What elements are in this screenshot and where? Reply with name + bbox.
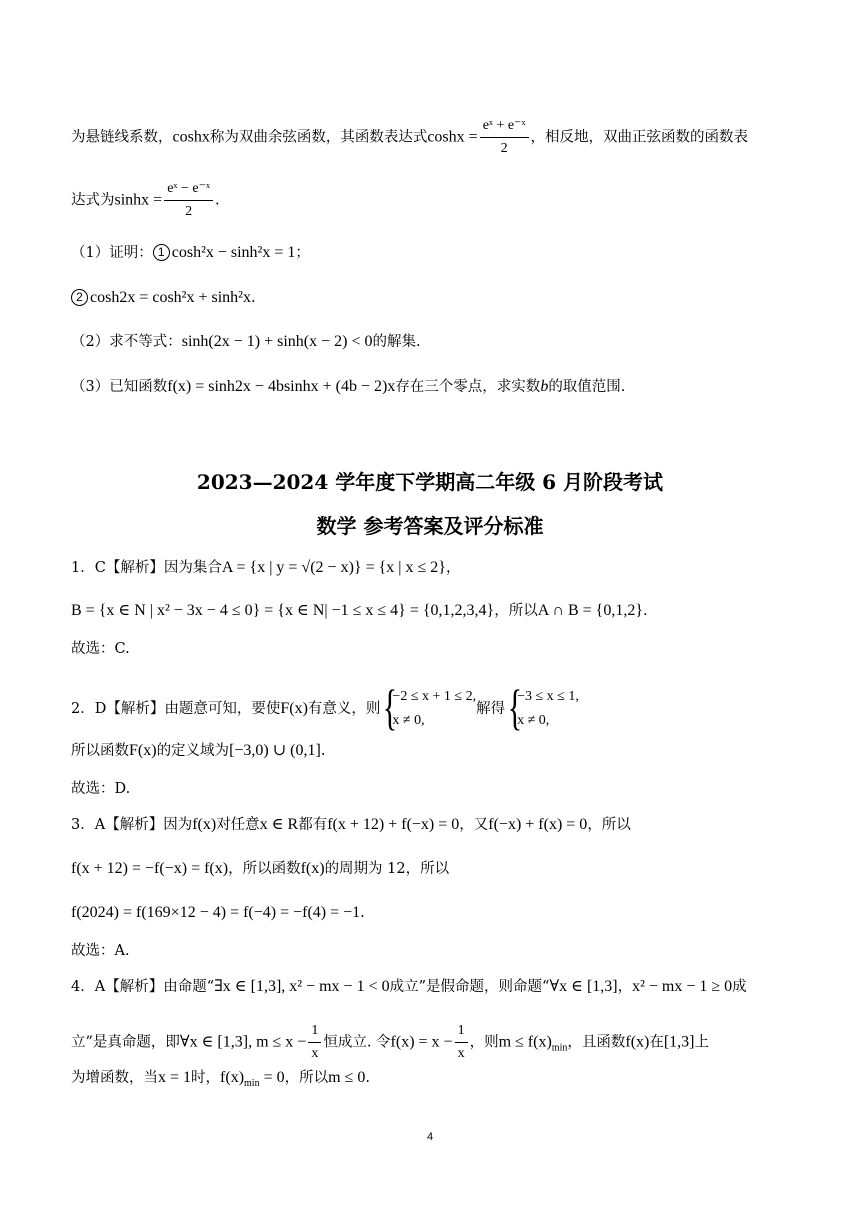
math: f(2024) = f(169×12 − 4) = f(−4) = −f(4) = −1 [71, 904, 361, 921]
text: 的取值范围. [548, 379, 626, 395]
answer-2-choice: 故选：D. [71, 781, 131, 797]
math: f(x) [300, 860, 325, 877]
problem-part-2 [71, 332, 794, 352]
answer-4-line-3 [71, 1068, 794, 1094]
denominator: 2 [500, 141, 508, 156]
text: ，所以 [587, 817, 631, 833]
fraction [455, 1022, 468, 1063]
fraction [164, 180, 213, 221]
text: 时， [191, 1070, 221, 1086]
circled-number: 1 [153, 244, 170, 261]
math: coshx = [427, 128, 478, 146]
answer-1-choice: 故选：C. [71, 641, 130, 657]
fraction [308, 1022, 321, 1063]
math: sinhx = [114, 191, 163, 209]
denominator: 2 [185, 204, 193, 219]
answer-1-line-1 [71, 558, 794, 578]
page-number: 4 [426, 1131, 434, 1143]
math: sinh(2x − 1) + sinh(x − 2) < 0 [181, 333, 373, 350]
math: A ∩ B = {0,1,2} [537, 602, 644, 619]
text: ，又 [459, 817, 489, 833]
math: coshx [172, 128, 210, 146]
math: m ≤ 0 [328, 1069, 366, 1086]
text: ， [617, 979, 633, 995]
math: f(x) [220, 1069, 245, 1086]
text: . [360, 905, 365, 921]
math: cosh²x − sinh²x = 1 [171, 244, 296, 261]
problem-part-1b [71, 288, 794, 308]
math: f(x) = sinh2x − 4bsinhx + (4b − 2)x [167, 378, 396, 395]
text: 存在三个零点，求实数 [395, 379, 541, 395]
problem-part-1 [71, 243, 794, 263]
text: 1．C【解析】因为集合 [71, 560, 222, 576]
text: 2．D【解析】由题意可知，要使 [71, 701, 281, 717]
case-system-1 [380, 685, 476, 733]
answer-4-line-2 [71, 1022, 794, 1063]
numerator: 1 [308, 1022, 321, 1043]
text: . [643, 603, 648, 619]
problem-part-3 [71, 377, 794, 397]
text: 称为双曲余弦函数，其函数表达式 [209, 129, 428, 146]
text: 恒成立. 令 [323, 1034, 391, 1051]
answer-1-line-2 [71, 601, 794, 621]
text: 对任意 [216, 817, 260, 833]
text: . [320, 743, 326, 759]
text: ，所以 [284, 1070, 329, 1086]
math: ∀x ∈ [1,3], m ≤ x − [179, 1033, 307, 1051]
text: 3．A【解析】因为 [71, 817, 193, 833]
case-row: { −2 ≤ x + 1 ≤ 2, [392, 689, 477, 704]
case-row: x ≠ 0, [517, 713, 550, 728]
text: . [250, 290, 256, 306]
text: 的解集. [372, 334, 421, 350]
math: f(x) = x − [390, 1033, 453, 1051]
circled-number: 2 [71, 289, 88, 306]
text: 达式为 [71, 192, 115, 209]
text: . [215, 192, 220, 209]
math: m ≤ f(x) [498, 1033, 552, 1051]
math: B = {x ∈ N | x² − 3x − 4 ≤ 0} = {x ∈ N| −1 ≤ x ≤ 4} = {0,1,2,3,4} [71, 602, 495, 619]
math: f(−x) + f(x) = 0 [488, 816, 588, 833]
subscript: min [244, 1077, 260, 1089]
math: b [540, 378, 549, 395]
numerator: 1 [455, 1022, 468, 1043]
text: ，相反地，双曲正弦函数的函数表 [530, 129, 748, 146]
case-row: { −3 ≤ x ≤ 1, [517, 689, 579, 704]
text: 都有 [298, 817, 328, 833]
answer-2-line-2 [71, 741, 794, 761]
text: （2）求不等式： [71, 334, 182, 350]
text: 为增函数，当 [71, 1070, 158, 1086]
text: 立”是真命题，即 [71, 1034, 180, 1051]
text: ，所以 [494, 603, 538, 619]
text: 为悬链线系数， [71, 129, 173, 146]
answer-3-line-2 [71, 859, 794, 879]
fraction [480, 117, 529, 158]
math: = 0 [259, 1069, 285, 1086]
text: 解得 [476, 701, 506, 717]
answer-subtitle: 数学 参考答案及评分标准 [316, 514, 544, 538]
text: 上 [694, 1034, 709, 1051]
text: ，且函数 [567, 1034, 626, 1051]
math: x ∈ R [259, 816, 299, 833]
text: 在 [649, 1034, 664, 1051]
math: f(x) [192, 816, 217, 833]
math: f(x + 12) + f(−x) = 0 [327, 816, 460, 833]
case-row: x ≠ 0, [392, 713, 425, 728]
exam-title: 2023—2024 学年度下学期高二年级 6 月阶段考试 [196, 470, 664, 494]
text: 所以函数 [71, 743, 129, 759]
math: [−3,0) ∪ (0,1] [229, 742, 321, 759]
intro-line-2 [71, 180, 794, 221]
text: （1）证明： [71, 245, 153, 261]
answer-3-line-3 [71, 903, 794, 923]
text: ，所以函数 [228, 861, 301, 877]
denominator: x [457, 1046, 465, 1061]
math: cosh2x = cosh²x + sinh²x [90, 289, 251, 306]
case-system-2 [505, 685, 579, 733]
math: f(x) [625, 1033, 650, 1051]
text: ，则 [469, 1034, 499, 1051]
answer-3-choice: 故选：A. [71, 943, 130, 959]
math: [1,3] [663, 1033, 695, 1051]
answer-2-line-1 [71, 685, 794, 733]
text: 成立”是假命题，则命题“ [389, 979, 550, 995]
text: 4．A【解析】由命题“ [71, 979, 215, 995]
denominator: x [311, 1046, 319, 1061]
subscript: min [551, 1042, 568, 1054]
text: 的定义域为 [156, 743, 230, 759]
numerator: eˣ − e⁻ˣ [164, 180, 213, 201]
intro-line-1 [71, 117, 794, 158]
math: x² − mx − 1 ≥ 0 [632, 978, 733, 995]
text: 的周期为 12，所以 [324, 861, 450, 877]
math: f(x + 12) = −f(−x) = f(x) [71, 860, 229, 877]
math: ∃x ∈ [1,3], x² − mx − 1 < 0 [214, 978, 390, 995]
math: A = {x | y = √(2 − x)} = {x | x ≤ 2} [221, 559, 446, 576]
answer-3-line-1 [71, 815, 794, 835]
text: ， [445, 560, 461, 576]
text: . [365, 1070, 370, 1086]
math: F(x) [280, 700, 308, 717]
text: 有意义，则 [307, 701, 381, 717]
text: （3）已知函数 [71, 379, 168, 395]
answer-4-line-1 [71, 977, 794, 997]
math: F(x) [129, 742, 157, 759]
numerator: eˣ + e⁻ˣ [480, 117, 529, 138]
math: x = 1 [158, 1069, 192, 1086]
text: 成 [732, 979, 747, 995]
math: ∀x ∈ [1,3] [549, 978, 618, 995]
text: ； [295, 245, 310, 261]
